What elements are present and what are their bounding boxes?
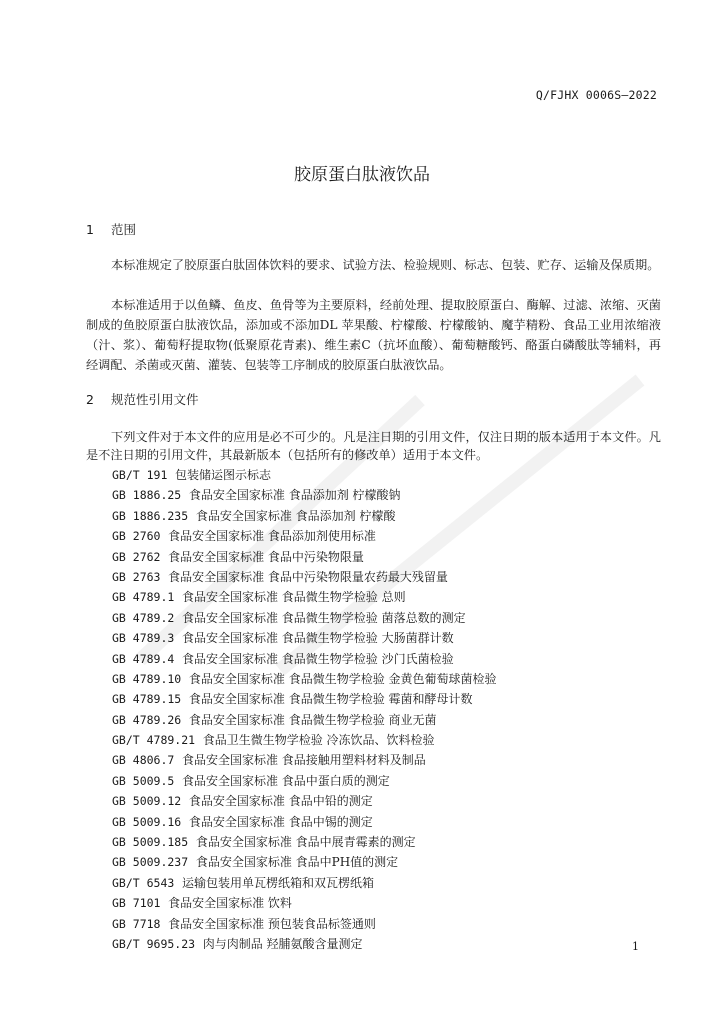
reference-item: GB 4806.7 食品安全国家标准 食品接触用塑料材料及制品	[112, 753, 426, 768]
reference-item: GB 4789.3 食品安全国家标准 食品微生物学检验 大肠菌群计数	[112, 631, 454, 646]
reference-item: GB/T 9695.23 肉与肉制品 羟脯氨酸含量测定	[112, 936, 363, 951]
section-2-heading	[86, 390, 199, 408]
reference-item: GB/T 6543 运输包装用单瓦楞纸箱和双瓦楞纸箱	[112, 875, 374, 890]
reference-list	[112, 465, 497, 954]
scope-paragraph-1: 本标准规定了胶原蛋白肽固体饮料的要求、试验方法、检验规则、标志、包装、贮存、运输及保质期。	[111, 258, 660, 272]
section-2-title: 规范性引用文件	[110, 392, 199, 407]
reference-item: GB 5009.185 食品安全国家标准 食品中展青霉素的测定	[112, 835, 416, 850]
reference-item: GB 4789.4 食品安全国家标准 食品微生物学检验 沙门氏菌检验	[112, 651, 454, 666]
reference-item: GB 5009.237 食品安全国家标准 食品中PH值的测定	[112, 855, 399, 870]
reference-item: GB 5009.16 食品安全国家标准 食品中锡的测定	[112, 814, 373, 829]
scope-paragraph-2: 本标准适用于以鱼鳞、鱼皮、鱼骨等为主要原料，经前处理、提取胶原蛋白、酶解、过滤、浓缩、灭菌制成的鱼胶原蛋白肽液饮品，添加或不添加DL 苹果酸、柠檬酸、柠檬酸钠、魔芋精粉、食品工业用浓缩液（汁、浆）、葡萄籽提取物(低聚原花青素)、维生素C（抗坏血酸）、葡萄糖酸钙、酪蛋白磷酸肽等辅料，再经调配、杀菌或灭菌、灌装、包装等工序制成的胶原蛋白肽液饮品。	[86, 298, 661, 372]
reference-item: GB 4789.1 食品安全国家标准 食品微生物学检验 总则	[112, 590, 406, 605]
reference-item: GB/T 4789.21 食品卫生微生物学检验 冷冻饮品、饮料检验	[112, 733, 435, 748]
reference-item: GB 5009.12 食品安全国家标准 食品中铅的测定	[112, 794, 373, 809]
reference-item: GB 7718 食品安全国家标准 预包装食品标签通则	[112, 916, 376, 931]
reference-item: GB 2760 食品安全国家标准 食品添加剂使用标准	[112, 529, 376, 544]
reference-item: GB 4789.2 食品安全国家标准 食品微生物学检验 菌落总数的测定	[112, 610, 466, 625]
section-1-title: 范围	[110, 222, 136, 237]
reference-item: GB 4789.26 食品安全国家标准 食品微生物学检验 商业无菌	[112, 712, 437, 727]
reference-item: GB/T 191 包装储运图示标志	[112, 468, 272, 482]
reference-item: GB 4789.10 食品安全国家标准 食品微生物学检验 金黄色葡萄球菌检验	[112, 671, 497, 686]
reference-item: GB 7101 食品安全国家标准 饮料	[112, 896, 292, 911]
document-title: 胶原蛋白肽液饮品	[294, 165, 430, 185]
reference-item: GB 4789.15 食品安全国家标准 食品微生物学检验 霉菌和酵母计数	[112, 692, 473, 707]
section-1-heading	[86, 220, 136, 238]
document-code: Q/FJHX 0006S—2022	[535, 88, 657, 102]
reference-item: GB 1886.235 食品安全国家标准 食品添加剂 柠檬酸	[112, 508, 396, 523]
references-intro: 下列文件对于本文件的应用是必不可少的。凡是注日期的引用文件，仅注日期的版本适用于本文件。凡是不注日期的引用文件，其最新版本（包括所有的修改单）适用于本文件。	[86, 430, 661, 462]
section-2-number: 2	[86, 392, 94, 407]
page-number: 1	[632, 940, 639, 953]
section-1-number: 1	[86, 222, 94, 237]
reference-item: GB 5009.5 食品安全国家标准 食品中蛋白质的测定	[112, 773, 390, 788]
reference-item: GB 2763 食品安全国家标准 食品中污染物限量农药最大残留量	[112, 569, 448, 584]
reference-item: GB 1886.25 食品安全国家标准 食品添加剂 柠檬酸钠	[112, 488, 401, 503]
reference-item: GB 2762 食品安全国家标准 食品中污染物限量	[112, 549, 364, 564]
